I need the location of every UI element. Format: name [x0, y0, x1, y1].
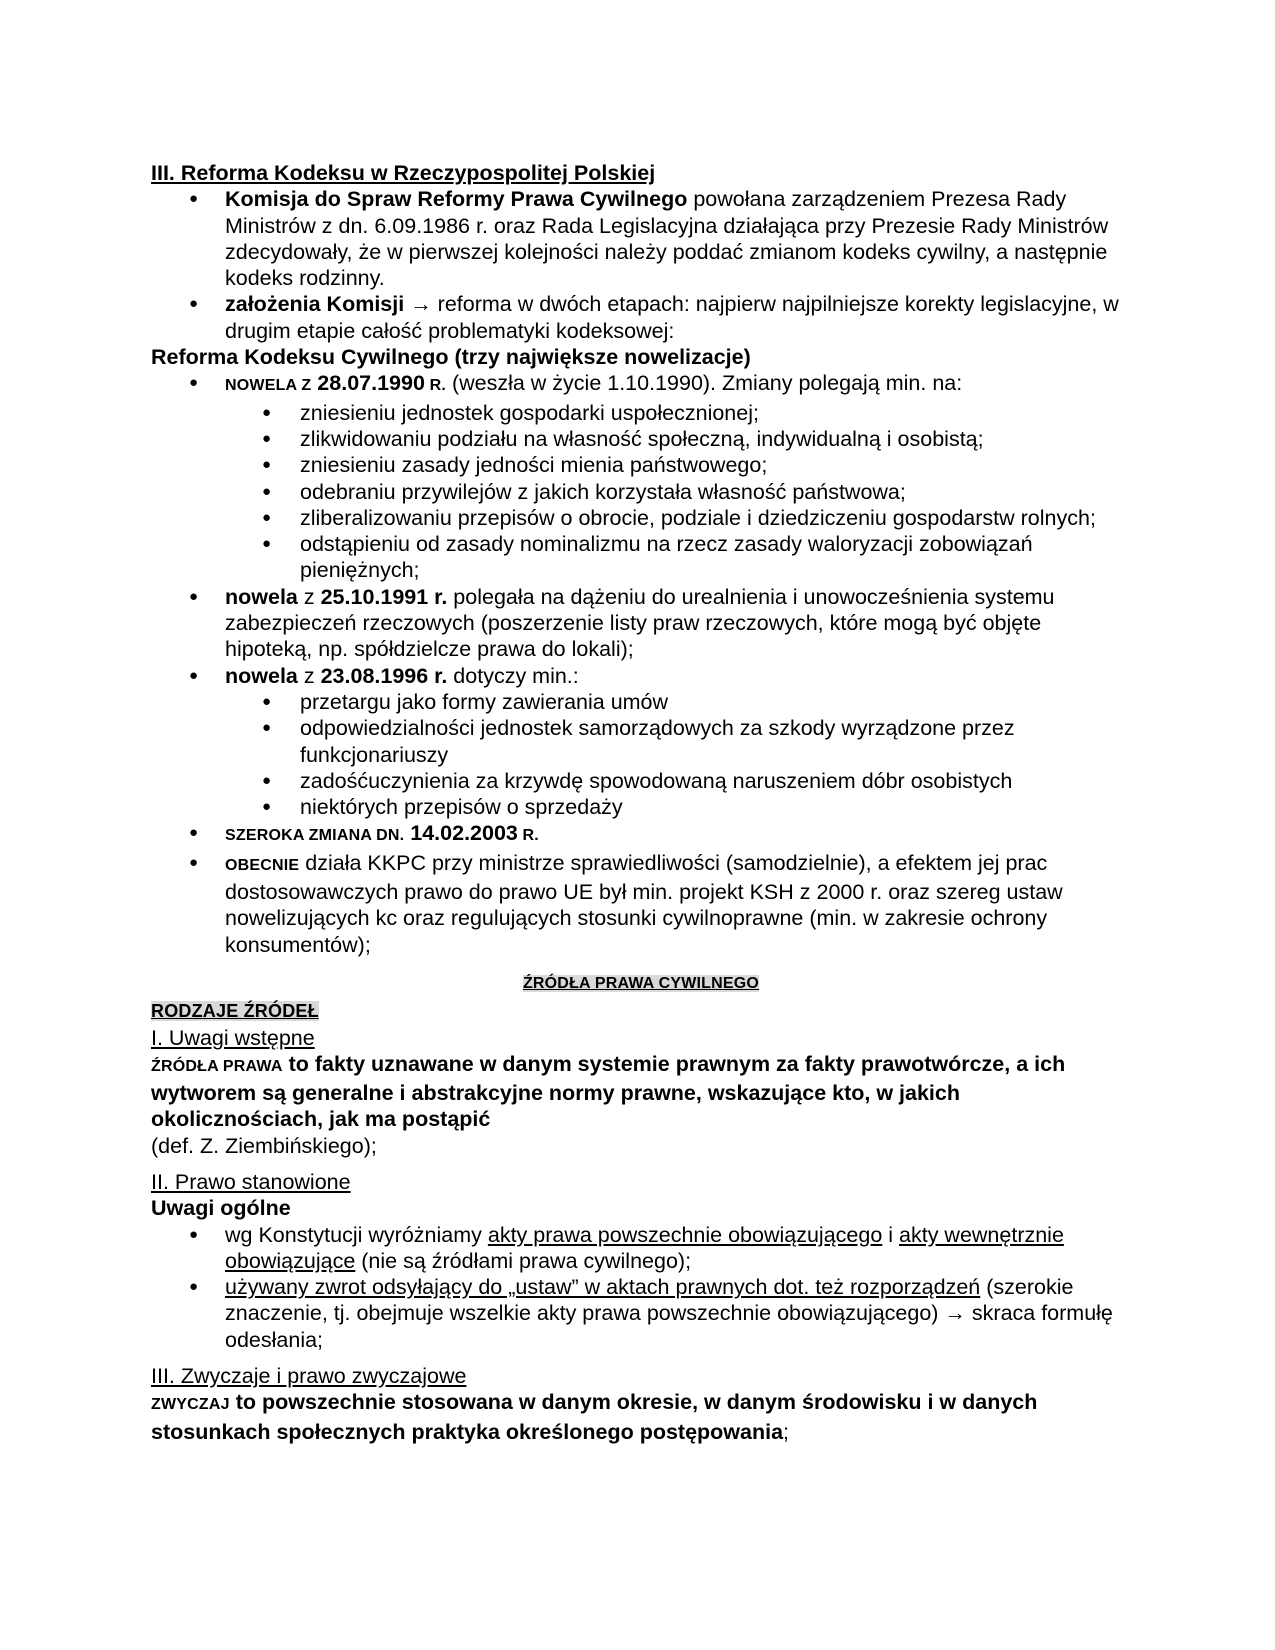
- section-heading-reform: III. Reforma Kodeksu w Rzeczypospolitej Polskiej: [151, 161, 656, 185]
- item-text: i: [882, 1222, 900, 1247]
- list-item: ● zlikwidowaniu podziału na własność społeczną, indywidualną i osobistą;: [225, 426, 1131, 452]
- amendment-label: nowela: [225, 584, 298, 609]
- commission-assumptions: założenia Komisji: [225, 292, 405, 317]
- term: ŹRÓDŁA PRAWA: [151, 1057, 283, 1075]
- enacted-law-list: [151, 1222, 1131, 1353]
- amendment-connector: z: [297, 663, 321, 688]
- amendment-date: 25.10.1991 r.: [320, 584, 448, 609]
- amendment-2003: [151, 820, 1131, 849]
- item-text: (nie są źródłami prawa cywilnego);: [355, 1248, 692, 1273]
- subsection-subheading: Uwagi ogólne: [151, 1196, 291, 1221]
- list-item: ● odebraniu przywilejów z jakich korzystała własność państwowa;: [225, 479, 1131, 505]
- types-heading-row: [151, 997, 1131, 1024]
- amendment-text: (weszła w życie 1.10.1990). Zmiany polegają min. na:: [445, 371, 963, 396]
- current-label: OBECNIE: [225, 856, 300, 874]
- list-item: ● odpowiedzialności jednostek samorządowych za szkody wyrządzone przez funkcjonariuszy: [225, 715, 1131, 768]
- amendment-1991: [151, 584, 1131, 663]
- list-item: [151, 291, 1131, 344]
- list-item: ● niektórych przepisów o sprzedaży: [225, 794, 1131, 820]
- types-heading: RODZAJE ŹRÓDEŁ: [151, 1001, 319, 1022]
- list-item: ● zniesieniu jednostek gospodarki uspołecznionej;: [225, 400, 1131, 426]
- list-item: [151, 1274, 1131, 1353]
- definition-text: to powszechnie stosowana w danym okresie, w danym środowisku i w danych stosunkach społecznych praktyka określonego postępowania: [151, 1390, 1038, 1444]
- sources-definition: [151, 1051, 1131, 1133]
- amendment-1990-changes: [225, 400, 1131, 584]
- amendment-label: nowela: [225, 663, 298, 688]
- subsection-heading: II. Prawo stanowione: [151, 1169, 351, 1194]
- list-item: [151, 186, 1131, 291]
- amendment-label: SZEROKA ZMIANA DN.: [225, 827, 405, 845]
- reform-commission-list: [151, 186, 1131, 344]
- current-state: [151, 850, 1131, 958]
- sources-title-row: [151, 968, 1131, 997]
- assumptions-text: → reforma w dwóch etapach: najpierw najpilniejsze korekty legislacyjne, w drugim etapie całość problematyki kodeksowej:: [225, 292, 1119, 343]
- underlined-term: akty prawa powszechnie obowiązującego: [487, 1222, 883, 1247]
- underlined-term: akty wewnętrznie obowiązujące: [225, 1222, 1064, 1273]
- underlined-term: używany zwrot odsyłający do „ustaw” w aktach prawnych dot. też rozporządzeń: [225, 1275, 981, 1300]
- reform-heading: Reforma Kodeksu Cywilnego (trzy największe nowelizacje): [151, 345, 751, 370]
- commission-name: Komisja do Spraw Reformy Prawa Cywilnego: [225, 187, 688, 212]
- list-item: [151, 1222, 1131, 1275]
- amendment-1990: [151, 370, 1131, 583]
- amendment-text: dotyczy min.:: [447, 663, 579, 688]
- amendment-year-suffix: R.: [517, 827, 539, 845]
- item-text: wg Konstytucji wyróżniamy: [225, 1222, 488, 1247]
- subsection-heading: I. Uwagi wstępne: [151, 1025, 315, 1050]
- term: ZWYCZAJ: [151, 1396, 230, 1414]
- sources-title: ŹRÓDŁA PRAWA CYWILNEGO: [522, 974, 760, 992]
- amendment-text: polegała na dążeniu do urealnienia i unowocześnienia systemu zabezpieczeń rzeczowych (poszerzenie listy praw rzeczowych, które mogą być objęte hipoteką, np. spółdzielcze prawa do lokali);: [225, 584, 1055, 662]
- commission-text: powołana zarządzeniem Prezesa Rady Ministrów z dn. 6.09.1986 r. oraz Rada Legislacyjna działająca przy Prezesie Rady Ministrów zdecydowały, że w pierwszej kolejności należy poddać zmianom kodeks cywilny, a następnie kodeks rodzinny.: [225, 187, 1109, 291]
- amendment-label: NOWELA Z: [225, 377, 312, 395]
- amendments-list: [151, 370, 1131, 958]
- subsection-heading: III. Zwyczaje i prawo zwyczajowe: [151, 1364, 467, 1389]
- current-text: działa KKPC przy ministrze sprawiedliwości (samodzielnie), a efektem jej prac dostosowawczych prawo do prawo UE był min. projekt KSH z 2000 r. oraz szereg ustaw nowelizujących kc oraz regulujących stosunki cywilnoprawne (min. w zakresie ochrony konsumentów);: [225, 850, 1063, 957]
- amendment-year-suffix: R.: [424, 377, 446, 395]
- amendment-1996: [151, 663, 1131, 821]
- amendment-date: 23.08.1996 r.: [320, 663, 448, 688]
- document-page: [151, 160, 1131, 1445]
- list-item: ● zniesieniu zasady jedności mienia państwowego;: [225, 452, 1131, 478]
- list-item: ● zadośćuczynienia za krzywdę spowodowaną naruszeniem dóbr osobistych: [225, 768, 1131, 794]
- definition-tail: ;: [783, 1419, 790, 1444]
- amendment-date: 14.02.2003: [404, 821, 518, 846]
- amendment-1996-changes: [225, 689, 1131, 820]
- definition-attribution: (def. Z. Ziembińskiego);: [151, 1133, 377, 1158]
- amendment-connector: z: [297, 584, 321, 609]
- custom-definition: [151, 1389, 1131, 1445]
- list-item: ● odstąpieniu od zasady nominalizmu na rzecz zasady waloryzacji zobowiązań pieniężnych;: [225, 531, 1131, 584]
- list-item: ● zliberalizowaniu przepisów o obrocie, podziale i dziedziczeniu gospodarstw rolnych;: [225, 505, 1131, 531]
- list-item: ● przetargu jako formy zawierania umów: [225, 689, 1131, 715]
- item-text: (szerokie znaczenie, tj. obejmuje wszelkie akty prawa powszechnie obowiązującego) → skraca formułę odesłania;: [225, 1275, 1113, 1352]
- amendment-date: 28.07.1990: [311, 371, 425, 396]
- definition-text: to fakty uznawane w danym systemie prawnym za fakty prawotwórcze, a ich wytworem są generalne i abstrakcyjne normy prawne, wskazujące kto, w jakich okolicznościach, jak ma postąpić: [151, 1051, 1066, 1132]
